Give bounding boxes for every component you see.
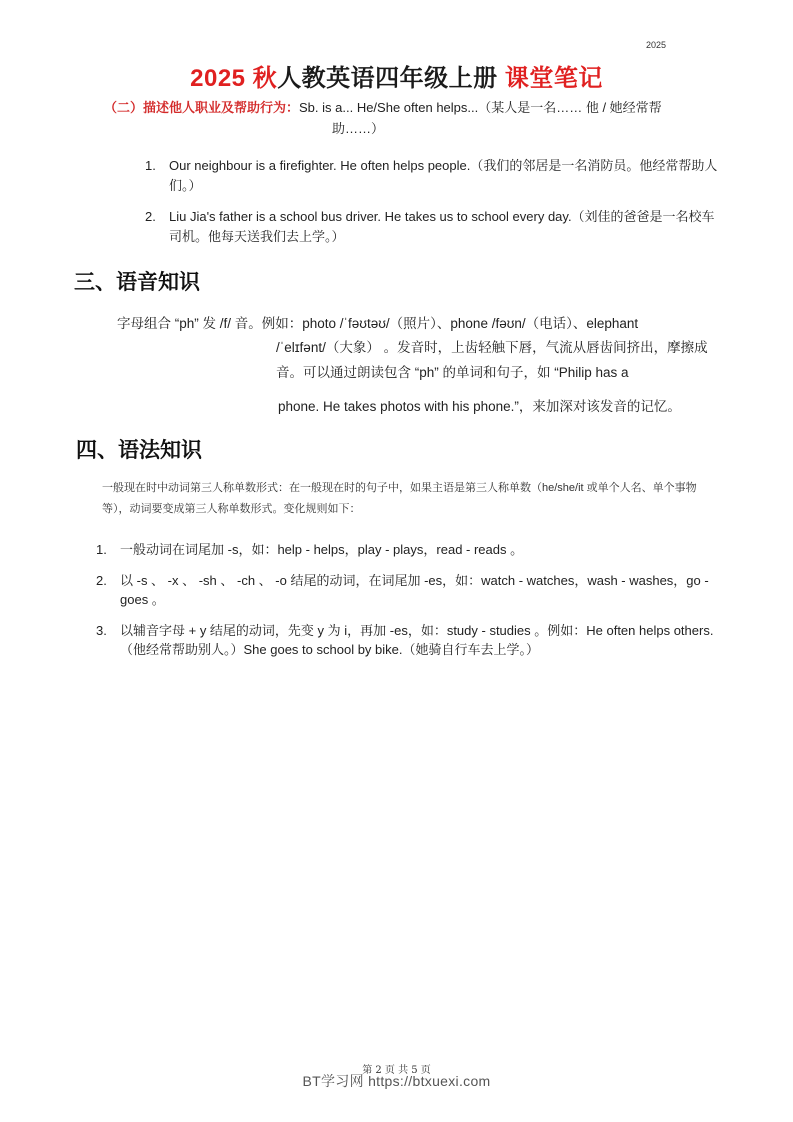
list-item-number: 1. (145, 158, 156, 173)
list-item-number: 3. (96, 623, 107, 638)
list-item-number: 1. (96, 542, 107, 557)
list-item-text: 以 -s 、 -x 、 -sh 、 -ch 、 -o 结尾的动词，在词尾加 -es，如：watch - watches，wash - washes，go - goes 。 (120, 573, 709, 607)
subsection-pattern: Sb. is a... He/She often helps...（某人是一名…… 他 / 她经常帮 (299, 100, 662, 115)
list-item (145, 156, 725, 196)
section-heading-grammar: 四、语法知识 (76, 437, 202, 462)
title-year-season: 2025 秋 (190, 65, 278, 92)
list-item-number: 2. (145, 209, 156, 224)
watermark: BT学习网 https://btxuexi.com (302, 1073, 491, 1089)
list-item (145, 207, 725, 247)
title-notes: 课堂笔记 (504, 65, 603, 92)
section-heading-phonics: 三、语音知识 (74, 269, 200, 294)
list-item-text: 以辅音字母 + y 结尾的动词，先变 y 为 i，再加 -es，如：study - studies 。例如：He often helps others.（他经常帮助别人。）She goes to school by bike.（她骑自行车去上学。） (120, 623, 714, 657)
title-book: 人教英语四年级上册 (277, 65, 498, 92)
example-list (145, 156, 725, 258)
document-title (0, 58, 793, 93)
page-number: 第 2 页 共 5 页 (362, 1065, 431, 1076)
list-item-text: Liu Jia's father is a school bus driver. He takes us to school every day.（刘佳的爸爸是一名校车司机。他每天送我们去上学。） (169, 209, 715, 244)
list-item-text: 一般动词在词尾加 -s，如：help - helps，play - plays，read - reads 。 (120, 542, 524, 557)
subsection-label: （二）描述他人职业及帮助行为： (104, 100, 300, 115)
list-item (96, 621, 724, 659)
phonics-line-1: 字母组合 “ph” 发 /f/ 音。例如：photo /ˈfəʊtəʊ/（照片）、phone /fəʊn/（电话）、elephant (117, 316, 639, 331)
list-item-text: Our neighbour is a firefighter. He often helps people.（我们的邻居是一名消防员。他经常帮助人们。） (169, 158, 718, 193)
phonics-line-3: phone. He takes photos with his phone.”，来加深对该发音的记忆。 (278, 399, 681, 414)
grammar-rules-list (96, 540, 724, 671)
list-item-number: 2. (96, 573, 107, 588)
subsection-describe-jobs (104, 97, 724, 139)
list-item (96, 540, 724, 559)
grammar-intro: 一般现在时中动词第三人称单数形式：在一般现在时的句子中，如果主语是第三人称单数（he/she/it 或单个人名、单个事物等），动词要变成第三人称单数形式。变化规则如下： (102, 482, 697, 515)
year-tag: 2025 (646, 40, 667, 50)
subsection-pattern-cont: 助……） (332, 121, 385, 136)
phonics-line-2: /ˈelɪfənt/（大象） 。发音时，上齿轻触下唇，气流从唇齿间挤出，摩擦成音。可以通过朗读包含 “ph” 的单词和句子，如 “Philip has a (276, 340, 708, 380)
list-item (96, 571, 724, 609)
